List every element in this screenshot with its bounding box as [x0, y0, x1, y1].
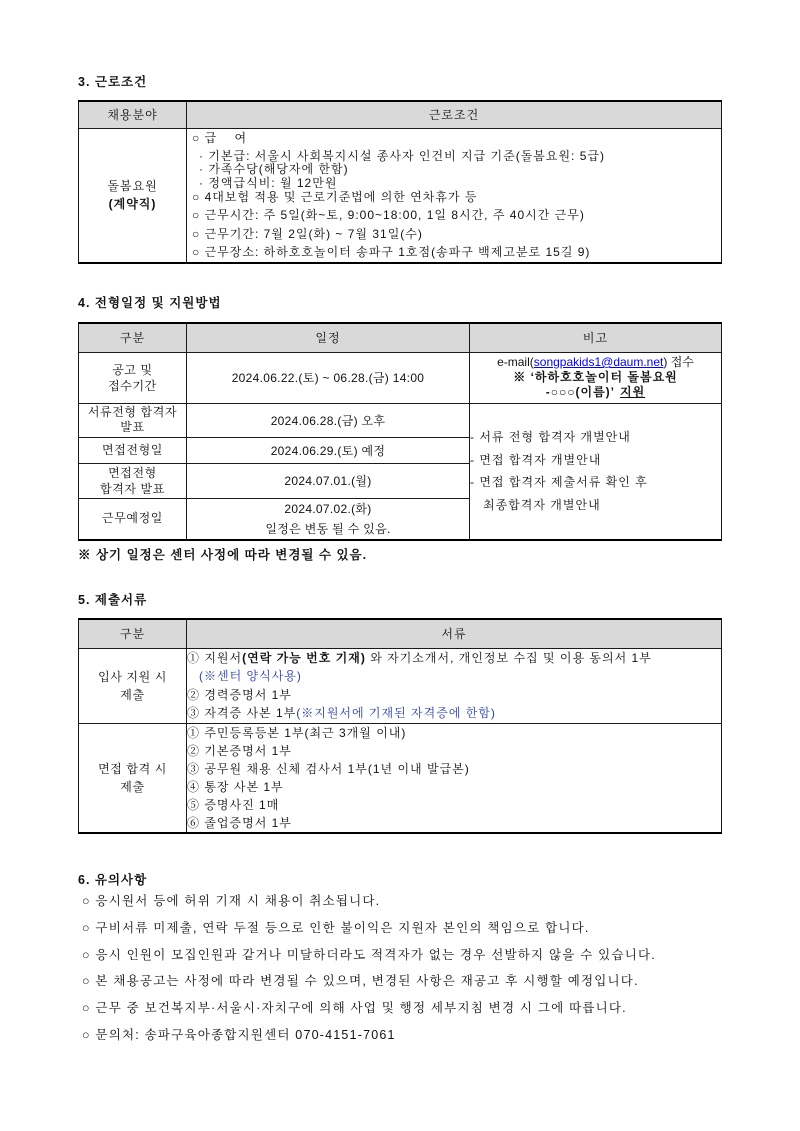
result-notice-interview: - 면접 합격자 개별안내 [470, 452, 602, 467]
application-documents-cell [187, 648, 722, 723]
header-remarks: 비고 [470, 323, 722, 352]
schedule-date: 2024.06.29.(토) 예정 [270, 443, 386, 458]
notice-item: ○ 본 채용공고는 사정에 따라 변경될 수 있으며, 변경된 사항은 재공고 후 시행할 예정입니다. [82, 974, 639, 989]
row-schedule [187, 352, 470, 403]
notice-item: ○ 응시원서 등에 허위 기재 시 채용이 취소됩니다. [82, 894, 381, 908]
row-label [79, 437, 187, 463]
doc-id-photo: ⑤ 증명사진 1매 [187, 797, 280, 812]
doc-health-check: ③ 공무원 채용 신체 검사서 1부(1년 이내 발급본) [187, 761, 470, 776]
row-label-line: 면접 합격 시 [98, 761, 167, 776]
schedule-row-document-result [79, 403, 722, 437]
job-title: 돌봄요원 [107, 179, 158, 193]
schedule-date: 2024.07.01.(월) [284, 474, 372, 488]
schedule-date: 2024.06.28.(금) 오후 [270, 413, 386, 428]
row-label-line: 합격자 발표 [100, 481, 165, 496]
pay-family-allowance: · 가족수당(해당자에 한함) [199, 162, 349, 176]
conditions-cell [187, 128, 722, 263]
conditions-body-row [79, 128, 722, 263]
section-6-heading: 6. 유의사항 [78, 873, 148, 887]
schedule-row-announcement [79, 352, 722, 403]
email-line [470, 355, 721, 370]
job-title-cell [79, 128, 187, 263]
row-label [79, 498, 187, 540]
section-5-heading: 5. 제출서류 [78, 593, 148, 607]
row-label-line: 접수기간 [108, 378, 157, 393]
conditions-header-row [79, 101, 722, 128]
pay-title: ○ 급 여 [192, 130, 248, 145]
schedule-date: 2024.06.22.(토) ~ 06.28.(금) 14:00 [231, 371, 425, 385]
row-label [79, 723, 187, 833]
documents-row-application [79, 648, 722, 723]
pay-meal-allowance: · 정액급식비: 월 12만원 [199, 175, 338, 190]
notice-item: ○ 근무 중 보건복지부·서울시·자치구에 의해 사업 및 행정 세부지침 변경 시 그에 따릅니다. [82, 1001, 627, 1016]
row-label-line: 제출 [120, 779, 145, 794]
doc-application-form-name: ① 지원서 [187, 650, 243, 665]
subject-format-line-2 [470, 385, 721, 400]
application-method-cell [470, 352, 722, 403]
condition-period: ○ 근무기간: 7월 2일(화) ~ 7월 31일(수) [192, 226, 423, 241]
schedule-date: 2024.07.02.(화) [284, 501, 372, 516]
doc-template-note: (※센터 양식사용) [199, 669, 302, 683]
section-3-heading: 3. 근로조건 [78, 75, 148, 89]
doc-application-form [187, 649, 721, 668]
required-documents-table [78, 618, 722, 834]
schedule-footnote: ※ 상기 일정은 센터 사정에 따라 변경될 수 있음. [78, 548, 368, 562]
row-label-line: 면접전형 [108, 465, 157, 480]
subject-format-line-1: ※ ‘하하호호놀이터 돌봄요원 [513, 370, 678, 384]
doc-license-copy-name: ③ 자격증 사본 1부 [187, 706, 297, 720]
row-label [79, 403, 187, 437]
result-notice-document: - 서류 전형 합격자 개별안내 [470, 430, 631, 444]
doc-resident-register: ① 주민등록등본 1부(최근 3개월 이내) [187, 725, 407, 740]
pay-base-salary: · 기본급: 서울시 사회복지시설 종사자 인건비 지급 기준(돌봄요원: 5급) [199, 148, 605, 163]
row-schedule [187, 437, 470, 463]
conditions-list [187, 129, 721, 262]
schedule-header-row [79, 323, 722, 352]
row-label-line: 발표 [120, 420, 145, 434]
doc-license-copy-note: (※지원서에 기재된 자격증에 한함) [296, 706, 496, 720]
row-label-line: 서류전형 합격자 [87, 405, 178, 419]
condition-hours: ○ 근무시간: 주 5일(화~토, 9:00~18:00, 1일 8시간, 주 40시간 근무) [192, 208, 585, 222]
subject-apply-word: 지원 [620, 385, 646, 399]
documents-header-row [79, 619, 722, 648]
header-conditions: 근로조건 [187, 101, 722, 128]
header-schedule: 일정 [187, 323, 470, 352]
row-label-line: 면접전형일 [102, 442, 163, 457]
row-label [79, 352, 187, 403]
condition-insurance: ○ 4대보험 적용 및 근로기준법에 의한 연차휴가 등 [192, 190, 478, 204]
documents-row-interview [79, 723, 722, 833]
section-4-heading: 4. 전형일정 및 지원방법 [78, 296, 222, 310]
notice-list [82, 893, 782, 1054]
row-label [79, 648, 187, 723]
doc-license-copy [187, 704, 721, 723]
job-type: (계약직) [108, 197, 157, 211]
row-label-line: 입사 지원 시 [98, 669, 167, 684]
doc-bankbook-copy: ④ 통장 사본 1부 [187, 779, 284, 794]
email-link[interactable]: songpakids1@daum.net [533, 355, 664, 369]
notice-item: ○ 구비서류 미제출, 연락 두절 등으로 인한 불이익은 지원자 본인의 책임으로 합니다. [82, 920, 590, 935]
doc-graduation-certificate: ⑥ 졸업증명서 1부 [187, 815, 292, 830]
row-schedule [187, 498, 470, 540]
notice-item: ○ 응시 인원이 모집인원과 같거나 미달하더라도 적격자가 없는 경우 선발하지 않을 수 있습니다. [82, 947, 656, 962]
result-notice-final: 최종합격자 개별안내 [483, 497, 601, 512]
pay-details [192, 150, 721, 191]
row-schedule [187, 463, 470, 498]
header-job-field: 채용분야 [79, 101, 187, 128]
row-label-line: 근무예정일 [102, 511, 163, 525]
selection-schedule-table [78, 322, 722, 541]
contact-info: ○ 문의처: 송파구육아종합지원센터 070-4151-7061 [82, 1027, 396, 1042]
header-documents: 서류 [187, 619, 722, 648]
row-label-line: 제출 [120, 687, 145, 702]
row-schedule [187, 403, 470, 437]
schedule-change-note: 일정은 변동 될 수 있음. [265, 521, 391, 536]
row-label-line: 공고 및 [112, 362, 153, 377]
email-prefix: e-mail( [497, 355, 534, 369]
doc-career-certificate: ② 경력증명서 1부 [187, 687, 292, 702]
row-label [79, 463, 187, 498]
doc-application-form-rest: 와 자기소개서, 개인정보 수집 및 이용 동의서 1부 [365, 650, 652, 665]
doc-application-form-phone-note: (연락 가능 번호 기재) [242, 650, 366, 665]
subject-name-placeholder: -○○○(이름)’ [545, 385, 616, 399]
condition-location: ○ 근무장소: 하하호호놀이터 송파구 1호점(송파구 백제고분로 15길 9) [192, 245, 591, 259]
interview-documents-cell [187, 723, 722, 833]
email-suffix: ) 접수 [663, 355, 694, 369]
header-category: 구분 [79, 323, 187, 352]
doc-basic-certificate: ② 기본증명서 1부 [187, 743, 292, 758]
result-notice-cell [470, 403, 722, 540]
header-category: 구분 [79, 619, 187, 648]
working-conditions-table [78, 100, 722, 264]
result-notice-documents-check: - 면접 합격자 제출서류 확인 후 [470, 475, 648, 489]
